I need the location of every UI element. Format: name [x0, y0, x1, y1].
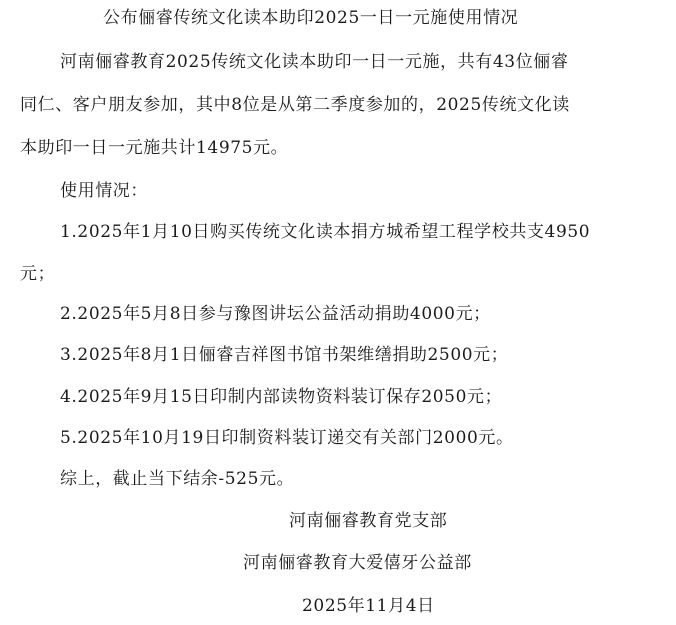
signature-date: 2025年11月4日 [302, 596, 435, 616]
summary-line: 综上，截止当下结余-525元。 [60, 469, 295, 489]
usage-item-5: 5.2025年10月19日印制资料装订递交有关部门2000元。 [60, 428, 514, 448]
usage-item-1-line-2: 元； [20, 264, 56, 284]
usage-item-4: 4.2025年9月15日印制内部读物资料装订保存2050元； [60, 387, 503, 407]
document-title: 公布俪睿传统文化读本助印2025一日一元施使用情况 [103, 8, 519, 28]
signature-org-1: 河南俪睿教育党支部 [289, 511, 448, 531]
usage-item-1-line-1: 1.2025年1月10日购买传统文化读本捐方城希望工程学校共支4950 [60, 222, 591, 242]
usage-item-3: 3.2025年8月1日俪睿吉祥图书馆书架维缮捐助2500元； [60, 345, 509, 365]
intro-line-2: 同仁、客户朋友参加，其中8位是从第二季度参加的，2025传统文化读 [20, 95, 570, 115]
intro-line-3: 本助印一日一元施共计14975元。 [20, 138, 289, 158]
intro-line-1: 河南俪睿教育2025传统文化读本助印一日一元施，共有43位俪睿 [60, 52, 569, 72]
signature-org-2: 河南俪睿教育大爱僖牙公益部 [243, 553, 472, 573]
usage-heading: 使用情况： [60, 181, 148, 201]
usage-item-2: 2.2025年5月8日参与豫图讲坛公益活动捐助4000元； [60, 304, 491, 324]
